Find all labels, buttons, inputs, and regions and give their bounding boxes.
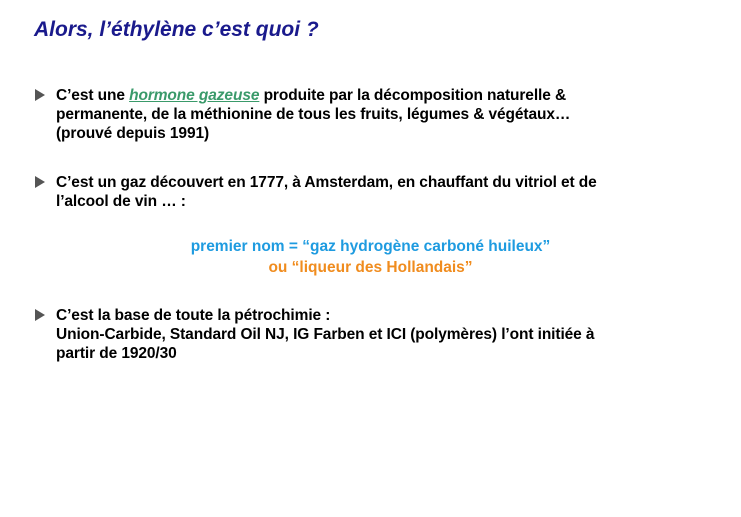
bullet-line: Union-Carbide, Standard Oil NJ, IG Farben et ICI (polymères) l’ont initiée à bbox=[56, 326, 595, 343]
bullet-line bbox=[56, 86, 570, 105]
highlight-term: hormone gazeuse bbox=[129, 87, 260, 104]
bullet-item-hormone bbox=[34, 86, 724, 143]
bullet-line: permanente, de la méthionine de tous les fruits, légumes & végétaux… bbox=[56, 106, 571, 123]
bullet-item-petrochemistry bbox=[34, 306, 724, 363]
bullet-text bbox=[56, 173, 597, 211]
bullet-line: C’est la base de toute la pétrochimie : bbox=[56, 307, 331, 324]
bullet-text bbox=[56, 86, 570, 143]
first-name-line: premier nom = “gaz hydrogène carboné huileux” bbox=[190, 238, 551, 255]
bullet-line: C’est un gaz découvert en 1777, à Amsterdam, en chauffant du vitriol et de bbox=[56, 174, 597, 191]
bullet-item-discovery bbox=[34, 173, 724, 211]
bullet-line: partir de 1920/30 bbox=[56, 345, 177, 362]
bullet-line: l’alcool de vin … : bbox=[56, 193, 186, 210]
triangle-bullet-icon bbox=[34, 89, 46, 101]
bullet-text bbox=[56, 306, 594, 363]
bullet-post-text: produite par la décomposition naturelle & bbox=[259, 87, 567, 104]
bullet-line: (prouvé depuis 1991) bbox=[56, 125, 210, 142]
second-name-line: ou “liqueur des Hollandais” bbox=[268, 259, 473, 276]
slide-title: Alors, l’éthylène c’est quoi ? bbox=[34, 18, 319, 41]
bullet-pre-text: C’est une bbox=[56, 87, 130, 104]
triangle-bullet-icon bbox=[34, 309, 46, 321]
triangle-bullet-icon bbox=[34, 176, 46, 188]
